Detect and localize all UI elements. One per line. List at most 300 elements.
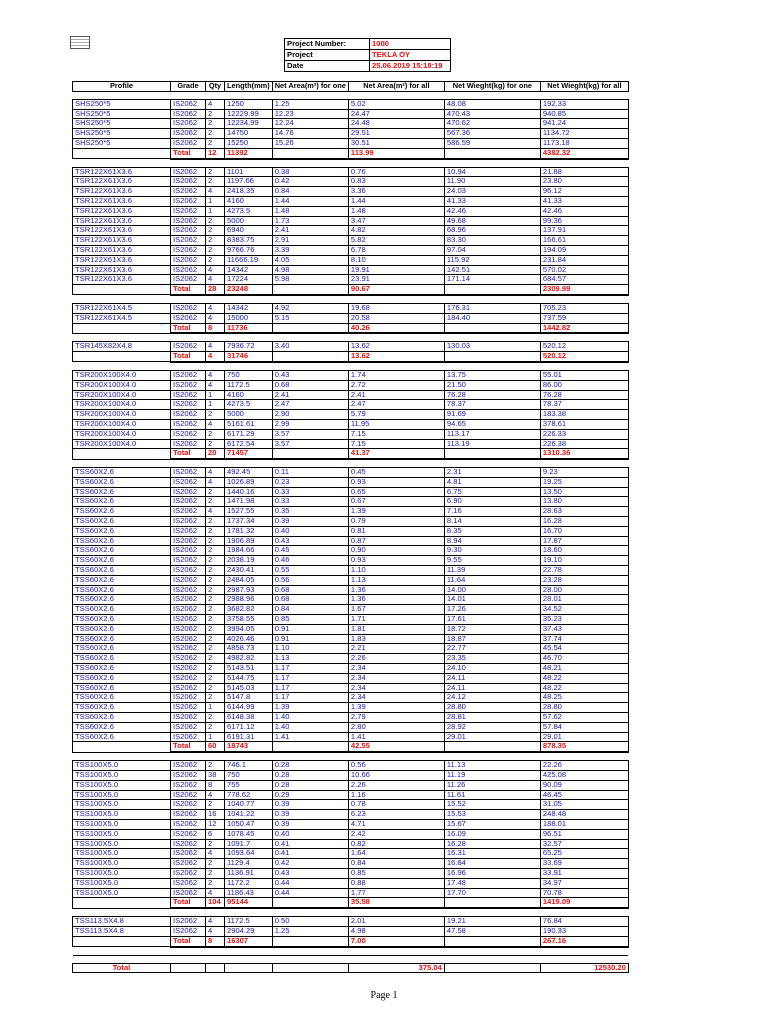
spacer-cell [444, 295, 540, 304]
cell-grade: IS2062 [171, 303, 206, 313]
cell-area-one: 0.91 [272, 624, 348, 634]
cell-grade: IS2062 [171, 664, 206, 674]
cell-grade: IS2062 [171, 206, 206, 216]
cell-area-all: 0.79 [348, 517, 444, 527]
cell-profile: TSS100X5.0 [73, 829, 171, 839]
cell-area-all: 0.82 [348, 839, 444, 849]
cell-qty: 1 [206, 196, 225, 206]
cell-weight-all: 190.33 [540, 926, 628, 936]
total-area-one [272, 449, 348, 459]
cell-length: 1471.98 [225, 497, 273, 507]
cell-area-one: 0.40 [272, 829, 348, 839]
cell-area-one: 0.43 [272, 868, 348, 878]
cell-profile: TSS60X2.6 [73, 703, 171, 713]
cell-area-all: 1.67 [348, 605, 444, 615]
total-length: 18743 [225, 742, 273, 752]
cell-weight-one: 11.90 [444, 177, 540, 187]
cell-qty: 2 [206, 410, 225, 420]
spacer-cell [206, 295, 225, 304]
table-row [73, 605, 629, 615]
spacer-cell [171, 752, 206, 761]
cell-length: 1781.32 [225, 526, 273, 536]
cell-profile: TSS60X2.6 [73, 575, 171, 585]
cell-profile: TSS100X5.0 [73, 849, 171, 859]
cell-weight-all: 1134.72 [540, 129, 628, 139]
table-row [73, 780, 629, 790]
total-blank-cell [73, 898, 171, 908]
cell-grade: IS2062 [171, 683, 206, 693]
cell-profile: TSS100X5.0 [73, 780, 171, 790]
cell-area-one: 2.99 [272, 419, 348, 429]
cell-area-one: 1.13 [272, 654, 348, 664]
cell-weight-one: 11.64 [444, 575, 540, 585]
cell-profile: SHS250*5 [73, 119, 171, 129]
cell-grade: IS2062 [171, 624, 206, 634]
cell-area-one: 0.39 [272, 819, 348, 829]
cell-area-one: 0.50 [272, 917, 348, 927]
cell-area-one: 1.40 [272, 713, 348, 723]
cell-qty: 4 [206, 275, 225, 285]
cell-weight-one: 42.46 [444, 206, 540, 216]
cell-area-one: 0.68 [272, 585, 348, 595]
cell-profile: SHS250*5 [73, 109, 171, 119]
total-weight-one [444, 148, 540, 158]
cell-length: 6171.29 [225, 429, 273, 439]
cell-weight-one: 94.65 [444, 419, 540, 429]
table-row [73, 245, 629, 255]
cell-qty: 4 [206, 507, 225, 517]
cell-weight-all: 48.22 [540, 673, 628, 683]
cell-weight-one: 29.01 [444, 732, 540, 742]
cell-length: 15250 [225, 138, 273, 148]
cell-grade: IS2062 [171, 566, 206, 576]
cell-weight-all: 23.28 [540, 575, 628, 585]
cell-weight-all: 194.09 [540, 245, 628, 255]
cell-profile: TSS60X2.6 [73, 487, 171, 497]
cell-weight-all: 18.60 [540, 546, 628, 556]
cell-area-one: 5.98 [272, 275, 348, 285]
cell-profile: TSS60X2.6 [73, 595, 171, 605]
cell-qty: 2 [206, 839, 225, 849]
cell-area-one: 0.44 [272, 878, 348, 888]
spacer-cell [73, 333, 171, 342]
cell-length: 5000 [225, 410, 273, 420]
cell-area-one: 0.84 [272, 605, 348, 615]
cell-weight-all: 46.70 [540, 654, 628, 664]
cell-grade: IS2062 [171, 585, 206, 595]
cell-profile: TSS60X2.6 [73, 546, 171, 556]
cell-profile: TSS60X2.6 [73, 673, 171, 683]
cell-area-all: 1.36 [348, 595, 444, 605]
table-row [73, 536, 629, 546]
spacer-cell [171, 333, 206, 342]
cell-weight-one: 23.35 [444, 654, 540, 664]
cell-length: 9766.76 [225, 245, 273, 255]
cell-weight-one: 28.81 [444, 713, 540, 723]
total-length: 16307 [225, 936, 273, 946]
cell-weight-all: 16.70 [540, 526, 628, 536]
cell-grade: IS2062 [171, 477, 206, 487]
cell-grade: IS2062 [171, 177, 206, 187]
cell-grade: IS2062 [171, 275, 206, 285]
cell-profile: TSS60X2.6 [73, 732, 171, 742]
total-blank-cell [73, 148, 171, 158]
cell-grade: IS2062 [171, 819, 206, 829]
total-grade: Total [171, 323, 206, 333]
spacer-cell [272, 91, 348, 99]
cell-area-all: 2.26 [348, 780, 444, 790]
cell-length: 2484.05 [225, 575, 273, 585]
spacer-cell [348, 333, 444, 342]
cell-profile: TSS100X5.0 [73, 839, 171, 849]
cell-length: 2988.96 [225, 595, 273, 605]
cell-area-all: 30.51 [348, 138, 444, 148]
cell-weight-all: 28.00 [540, 585, 628, 595]
table-row [73, 917, 629, 927]
spacer-cell [206, 333, 225, 342]
cell-weight-one: 47.58 [444, 926, 540, 936]
spacer-cell [171, 159, 206, 168]
cell-grade: IS2062 [171, 119, 206, 129]
cell-length: 14342 [225, 265, 273, 275]
cell-qty: 2 [206, 109, 225, 119]
col-weight-one: Net Wieght(kg) for one [444, 82, 540, 92]
table-row [73, 644, 629, 654]
spacer-row [73, 955, 629, 963]
cell-length: 1186.43 [225, 888, 273, 898]
cell-qty: 2 [206, 546, 225, 556]
spacer-cell [272, 955, 348, 963]
cell-grade: IS2062 [171, 878, 206, 888]
cell-grade: IS2062 [171, 99, 206, 109]
cell-profile: TSR122X61X3.6 [73, 177, 171, 187]
table-row [73, 517, 629, 527]
cell-area-one: 12.23 [272, 109, 348, 119]
cell-area-all: 5.79 [348, 410, 444, 420]
spacer-cell [348, 947, 444, 956]
cell-area-one: 12.24 [272, 119, 348, 129]
cell-weight-one: 24.12 [444, 693, 540, 703]
cell-length: 14750 [225, 129, 273, 139]
cell-length: 1136.91 [225, 868, 273, 878]
cell-grade: IS2062 [171, 536, 206, 546]
cell-weight-all: 45.54 [540, 644, 628, 654]
table-row [73, 556, 629, 566]
cell-weight-one: 83.30 [444, 236, 540, 246]
cell-area-all: 5.02 [348, 99, 444, 109]
cell-qty: 4 [206, 917, 225, 927]
spacer-cell [171, 91, 206, 99]
spacer-cell [73, 947, 171, 956]
cell-weight-all: 78.37 [540, 400, 628, 410]
table-row [73, 177, 629, 187]
cell-profile: TSS60X2.6 [73, 517, 171, 527]
cell-length: 1197.66 [225, 177, 273, 187]
cell-weight-one: 76.28 [444, 390, 540, 400]
cell-area-all: 1.39 [348, 507, 444, 517]
grand-blank-cell [444, 963, 540, 973]
table-row [73, 400, 629, 410]
group-total-row [73, 148, 629, 158]
cell-weight-all: 35.23 [540, 615, 628, 625]
cell-weight-one: 16.09 [444, 829, 540, 839]
cell-weight-one: 470.43 [444, 109, 540, 119]
column-header-row [73, 82, 629, 92]
total-qty: 28 [206, 285, 225, 295]
cell-qty: 2 [206, 526, 225, 536]
cell-area-one: 1.73 [272, 216, 348, 226]
page-number: Page 1 [370, 990, 398, 1001]
cell-area-all: 1.39 [348, 703, 444, 713]
cell-length: 3682.82 [225, 605, 273, 615]
table-row [73, 888, 629, 898]
total-area-one [272, 936, 348, 946]
cell-length: 4160 [225, 196, 273, 206]
cell-weight-all: 137.91 [540, 226, 628, 236]
cell-grade: IS2062 [171, 265, 206, 275]
spacer-cell [73, 459, 171, 468]
cell-qty: 2 [206, 595, 225, 605]
total-weight-one [444, 323, 540, 333]
cell-profile: TSS100X5.0 [73, 771, 171, 781]
group-total-row [73, 936, 629, 946]
spacer-cell [348, 459, 444, 468]
cell-area-all: 19.68 [348, 303, 444, 313]
table-row [73, 800, 629, 810]
cell-weight-one: 15.52 [444, 800, 540, 810]
cell-qty: 1 [206, 400, 225, 410]
cell-profile: TSR122X61X3.6 [73, 226, 171, 236]
spacer-cell [272, 752, 348, 761]
table-row [73, 380, 629, 390]
cell-area-one: 0.39 [272, 810, 348, 820]
table-row [73, 810, 629, 820]
cell-area-one: 2.41 [272, 390, 348, 400]
cell-grade: IS2062 [171, 605, 206, 615]
cell-grade: IS2062 [171, 644, 206, 654]
cell-weight-all: 192.33 [540, 99, 628, 109]
cell-area-all: 0.76 [348, 167, 444, 177]
table-row [73, 683, 629, 693]
total-grade: Total [171, 898, 206, 908]
cell-length: 1093.64 [225, 849, 273, 859]
cell-qty: 2 [206, 605, 225, 615]
cell-profile: TSR122X61X3.6 [73, 216, 171, 226]
cell-profile: TSR122X61X3.6 [73, 255, 171, 265]
spacer-cell [540, 955, 628, 963]
cell-length: 14342 [225, 303, 273, 313]
table-row [73, 878, 629, 888]
cell-weight-all: 570.02 [540, 265, 628, 275]
cell-area-all: 2.41 [348, 390, 444, 400]
cell-weight-all: 57.84 [540, 722, 628, 732]
cell-qty: 4 [206, 370, 225, 380]
cell-weight-all: 99.36 [540, 216, 628, 226]
project-info-label: Project [285, 50, 370, 61]
table-row [73, 839, 629, 849]
cell-profile: TSS100X5.0 [73, 819, 171, 829]
cell-area-one: 0.40 [272, 526, 348, 536]
table-row [73, 664, 629, 674]
cell-length: 1440.16 [225, 487, 273, 497]
cell-profile: TSS60X2.6 [73, 605, 171, 615]
spacer-cell [540, 752, 628, 761]
cell-grade: IS2062 [171, 313, 206, 323]
cell-length: 1172.2 [225, 878, 273, 888]
cell-length: 1026.89 [225, 477, 273, 487]
group-total-row [73, 323, 629, 333]
cell-weight-one: 142.51 [444, 265, 540, 275]
spacer-cell [540, 459, 628, 468]
total-grade: Total [171, 936, 206, 946]
cell-weight-all: 28.01 [540, 595, 628, 605]
cell-weight-all: 16.28 [540, 517, 628, 527]
cell-grade: IS2062 [171, 245, 206, 255]
table-row [73, 585, 629, 595]
table-row [73, 236, 629, 246]
table-row [73, 216, 629, 226]
spacer-cell [171, 955, 206, 963]
total-weight-all: 1442.82 [540, 323, 628, 333]
total-qty: 104 [206, 898, 225, 908]
spacer-cell [272, 295, 348, 304]
cell-qty: 2 [206, 226, 225, 236]
cell-length: 12229.99 [225, 109, 273, 119]
cell-area-one: 3.39 [272, 245, 348, 255]
cell-weight-all: 520.12 [540, 342, 628, 352]
spacer-cell [444, 955, 540, 963]
cell-profile: TSR122X61X3.6 [73, 187, 171, 197]
table-row [73, 507, 629, 517]
cell-area-all: 0.85 [348, 868, 444, 878]
total-area-all: 35.58 [348, 898, 444, 908]
cell-length: 750 [225, 370, 273, 380]
cell-grade: IS2062 [171, 634, 206, 644]
table-row [73, 410, 629, 420]
total-weight-all: 878.35 [540, 742, 628, 752]
material-list-table [72, 81, 629, 973]
cell-length: 1172.5 [225, 380, 273, 390]
table-row [73, 566, 629, 576]
cell-qty: 2 [206, 216, 225, 226]
cell-weight-all: 425.08 [540, 771, 628, 781]
cell-weight-one: 11.39 [444, 566, 540, 576]
spacer-cell [225, 955, 273, 963]
table-row [73, 487, 629, 497]
total-qty: 20 [206, 449, 225, 459]
cell-weight-one: 48.08 [444, 99, 540, 109]
cell-profile: SHS250*5 [73, 129, 171, 139]
cell-weight-one: 184.40 [444, 313, 540, 323]
cell-weight-all: 33.69 [540, 859, 628, 869]
cell-grade: IS2062 [171, 507, 206, 517]
total-area-one [272, 148, 348, 158]
spacer-cell [444, 91, 540, 99]
spacer-cell [73, 752, 171, 761]
cell-grade: IS2062 [171, 693, 206, 703]
spacer-row [73, 91, 629, 99]
cell-area-all: 0.88 [348, 878, 444, 888]
cell-length: 12234.99 [225, 119, 273, 129]
cell-area-one: 1.39 [272, 703, 348, 713]
cell-area-one: 0.46 [272, 556, 348, 566]
cell-qty: 2 [206, 138, 225, 148]
total-area-all: 113.99 [348, 148, 444, 158]
cell-weight-all: 55.01 [540, 370, 628, 380]
spacer-cell [540, 333, 628, 342]
cell-length: 5143.51 [225, 664, 273, 674]
cell-qty: 2 [206, 878, 225, 888]
total-weight-all: 2309.99 [540, 285, 628, 295]
cell-area-all: 0.81 [348, 526, 444, 536]
table-row [73, 546, 629, 556]
cell-qty: 1 [206, 703, 225, 713]
spacer-cell [348, 295, 444, 304]
total-length: 95144 [225, 898, 273, 908]
table-row [73, 342, 629, 352]
cell-length: 2987.93 [225, 585, 273, 595]
cell-qty: 2 [206, 429, 225, 439]
cell-weight-all: 34.97 [540, 878, 628, 888]
table-row [73, 429, 629, 439]
cell-weight-all: 76.28 [540, 390, 628, 400]
cell-length: 5145.03 [225, 683, 273, 693]
grand-blank-cell [171, 963, 206, 973]
cell-area-one: 0.38 [272, 167, 348, 177]
cell-weight-one: 9.55 [444, 556, 540, 566]
cell-area-one: 0.56 [272, 575, 348, 585]
cell-profile: TSS60X2.6 [73, 497, 171, 507]
cell-grade: IS2062 [171, 800, 206, 810]
cell-profile: TSS60X2.6 [73, 507, 171, 517]
cell-length: 2430.41 [225, 566, 273, 576]
spacer-cell [540, 295, 628, 304]
cell-qty: 4 [206, 265, 225, 275]
cell-grade: IS2062 [171, 615, 206, 625]
cell-weight-all: 57.62 [540, 713, 628, 723]
total-grade: Total [171, 285, 206, 295]
col-grade: Grade [171, 82, 206, 92]
cell-qty: 4 [206, 313, 225, 323]
cell-area-all: 20.58 [348, 313, 444, 323]
cell-grade: IS2062 [171, 654, 206, 664]
cell-grade: IS2062 [171, 216, 206, 226]
cell-area-one: 0.28 [272, 780, 348, 790]
spacer-cell [444, 908, 540, 917]
cell-qty: 2 [206, 673, 225, 683]
cell-area-one: 2.41 [272, 226, 348, 236]
cell-area-all: 11.95 [348, 419, 444, 429]
cell-weight-all: 13.50 [540, 487, 628, 497]
cell-grade: IS2062 [171, 419, 206, 429]
project-info-label: Date [285, 61, 370, 72]
cell-weight-all: 21.88 [540, 167, 628, 177]
cell-area-all: 1.71 [348, 615, 444, 625]
project-info-row [285, 50, 451, 61]
cell-area-all: 13.62 [348, 342, 444, 352]
cell-length: 11666.19 [225, 255, 273, 265]
cell-area-one: 0.41 [272, 849, 348, 859]
cell-weight-one: 41.33 [444, 196, 540, 206]
group-total-row [73, 742, 629, 752]
cell-length: 1172.5 [225, 917, 273, 927]
cell-length: 1906.89 [225, 536, 273, 546]
total-area-all: 40.26 [348, 323, 444, 333]
cell-length: 1078.45 [225, 829, 273, 839]
cell-area-all: 0.84 [348, 859, 444, 869]
cell-area-all: 2.21 [348, 644, 444, 654]
cell-weight-one: 6.75 [444, 487, 540, 497]
